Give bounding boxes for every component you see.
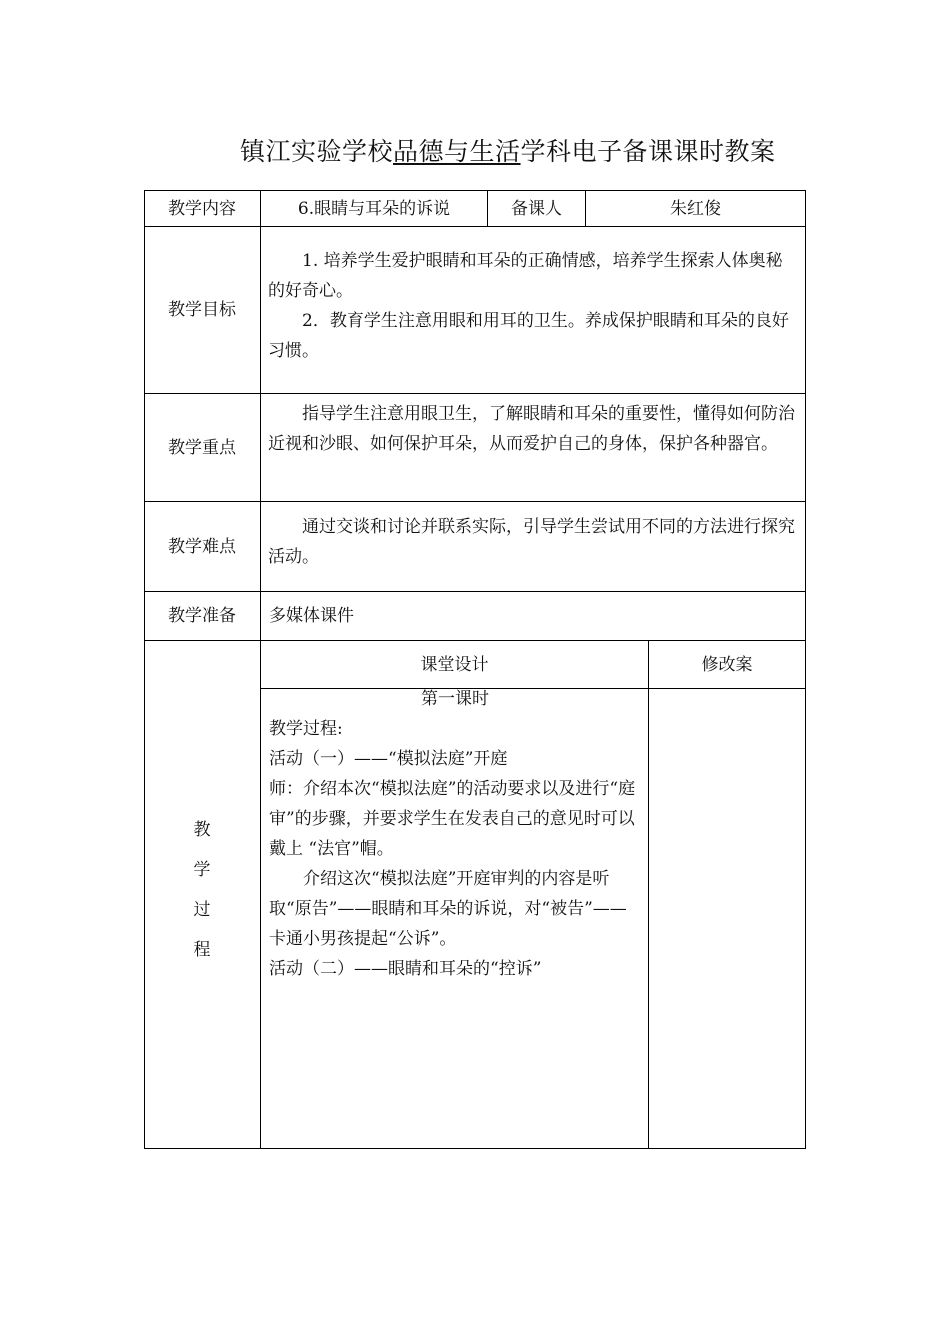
- difficulties-content: [268, 512, 798, 572]
- process-label-char: 教: [193, 820, 211, 840]
- lesson-title: 第一课时: [421, 689, 489, 709]
- process-line: 师：介绍本次“模拟法庭”的活动要求以及进行“庭审”的步骤，并要求学生在发表自己的意见时可以戴上 “法官”帽。: [269, 779, 636, 859]
- preparation-label: 教学准备: [168, 606, 236, 626]
- difficulties-label: 教学难点: [168, 536, 236, 557]
- design-column-header: 课堂设计: [420, 654, 489, 675]
- key-points-text: 指导学生注意用眼卫生，了解眼睛和耳朵的重要性，懂得如何防治近视和沙眼、如何保护耳朵，从而爱护自己的身体，保护各种器官。: [268, 404, 795, 454]
- process-label-char: 过: [193, 900, 211, 920]
- difficulties-text: 通过交谈和讨论并联系实际，引导学生尝试用不同的方法进行探究活动。: [268, 517, 795, 567]
- revision-column-header: 修改案: [701, 654, 753, 675]
- objectives-label: 教学目标: [168, 300, 236, 320]
- key-points-label: 教学重点: [168, 437, 236, 458]
- process-label-char: 学: [193, 860, 211, 880]
- title-suffix: 学科电子备课课时教案: [520, 137, 776, 166]
- preparer-value: 朱红俊: [670, 198, 721, 219]
- table-border-right: [805, 190, 806, 1149]
- objectives-content: [268, 246, 798, 366]
- page-title: [240, 132, 800, 168]
- process-line: 活动（一）——“模拟法庭”开庭: [269, 749, 508, 769]
- process-content: [269, 684, 641, 984]
- process-label: [144, 810, 260, 970]
- content-value: 6.眼睛与耳朵的诉说: [297, 198, 451, 219]
- process-line: 活动（二）——眼睛和耳朵的“控诉”: [269, 959, 542, 979]
- objective-item: 1. 培养学生爱护眼睛和耳朵的正确情感，培养学生探索人体奥秘的好奇心。: [268, 251, 783, 301]
- title-subject: 品德与生活: [393, 137, 521, 166]
- process-label-char: 程: [193, 940, 211, 960]
- lesson-plan-table: [144, 190, 806, 1149]
- content-label: 教学内容: [168, 198, 236, 219]
- objective-item: 2．教育学生注意用眼和用耳的卫生。养成保护眼睛和耳朵的良好习惯。: [268, 311, 789, 361]
- table-border-bottom: [144, 1148, 806, 1149]
- title-prefix: 镇江实验学校: [240, 137, 394, 166]
- preparation-value: 多媒体课件: [269, 606, 354, 626]
- process-line: 介绍这次“模拟法庭”开庭审判的内容是听取“原告”——眼睛和耳朵的诉说，对“被告”——卡通小男孩提起“公诉”。: [269, 869, 627, 949]
- preparer-label: 备课人: [511, 198, 562, 219]
- key-points-content: [268, 399, 798, 459]
- revision-column-divider: [648, 640, 649, 1149]
- process-line: 教学过程:: [269, 719, 343, 739]
